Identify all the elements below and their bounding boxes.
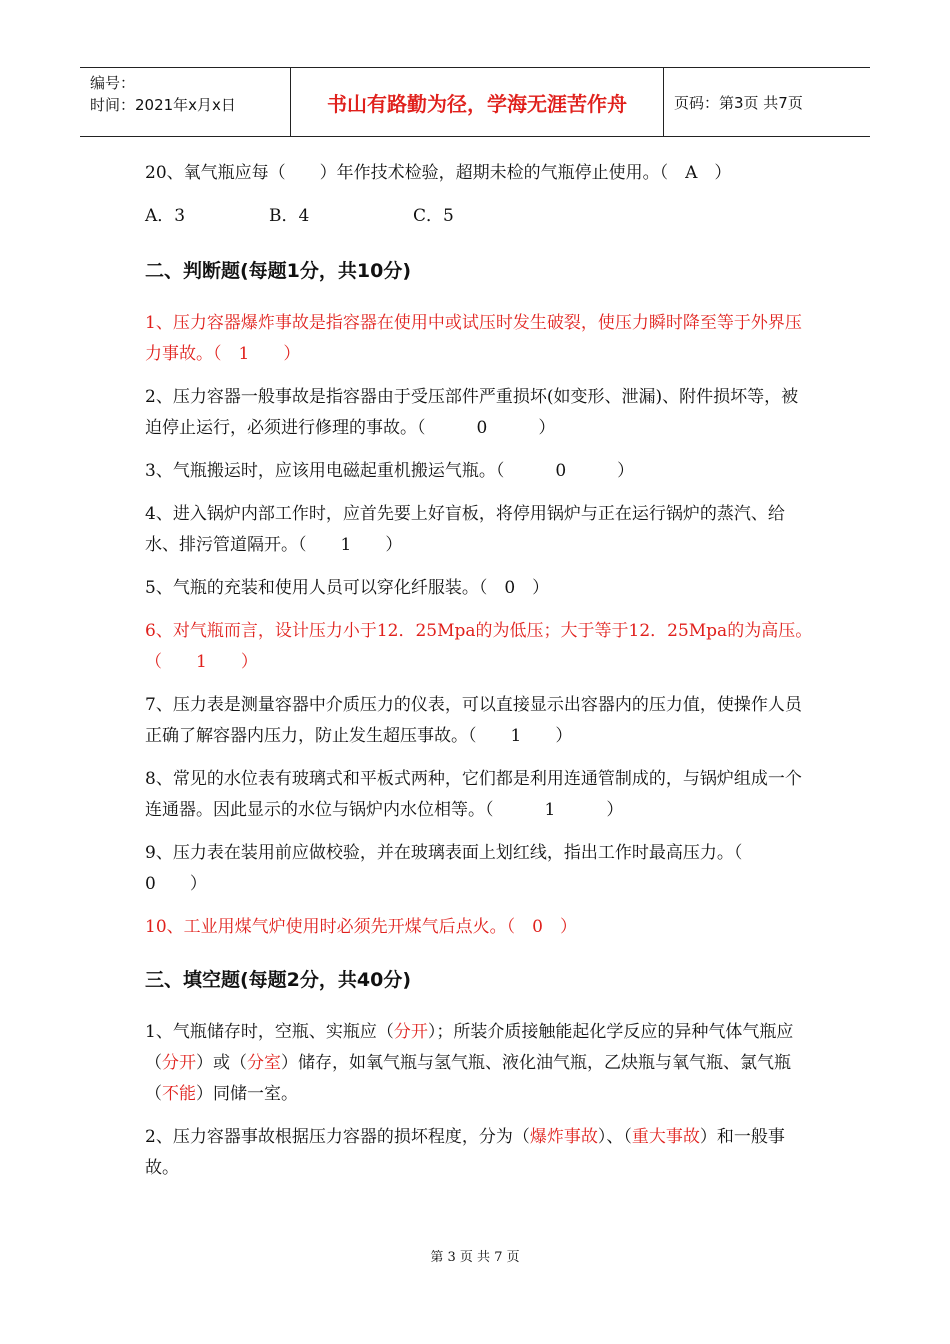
fill-1-answer-3: 分室 xyxy=(247,1053,281,1073)
fill-1-answer-2: 分开 xyxy=(162,1053,196,1073)
fill-2-text-1: 2、压力容器事故根据压力容器的损坏程度，分为（ xyxy=(145,1127,530,1147)
judge-item-3: 3、气瓶搬运时，应该用电磁起重机搬运气瓶。（ 0 ） xyxy=(145,461,635,481)
fill-1-text-2: ）；所装介质接触能起化学反应的异种气体气瓶应（ xyxy=(145,1022,794,1073)
fill-1-text-1: 1、气瓶储存时，空瓶、实瓶应（ xyxy=(145,1022,394,1042)
judge-item-4: 4、进入锅炉内部工作时，应首先要上好盲板，将停用锅炉与正在运行锅炉的蒸汽、给水、排污管道隔开。（ 1 ） xyxy=(145,504,785,555)
page-footer: 第 3 页 共 7 页 xyxy=(430,1250,520,1265)
judge-item-6: 6、对气瓶而言，设计压力小于12．25Mpa的为低压；大于等于12．25Mpa的为高压。（ 1 ） xyxy=(145,621,813,672)
question-20-options xyxy=(145,201,815,232)
fill-2-text-2: ）、（ xyxy=(597,1127,632,1147)
section-2-title: 二、判断题(每题1分，共10分) xyxy=(145,260,412,282)
fill-1-answer-1: 分开 xyxy=(393,1022,428,1042)
document-body xyxy=(145,158,815,1196)
header-page-label: 页码：第3页 共7页 xyxy=(674,93,803,112)
judge-item-7: 7、压力表是测量容器中介质压力的仪表，可以直接显示出容器内的压力值，使操作人员正确了解容器内压力，防止发生超压事故。（ 1 ） xyxy=(145,695,802,746)
question-20: 20、氧气瓶应每（ ）年作技术检验，超期未检的气瓶停止使用。（ A ） xyxy=(145,163,732,183)
judge-item-5: 5、气瓶的充装和使用人员可以穿化纤服装。（ 0 ） xyxy=(145,578,550,598)
number-label: 编号： xyxy=(90,74,136,92)
option-c: C．5 xyxy=(413,206,454,226)
fill-1-answer-4: 不能 xyxy=(162,1084,196,1104)
header-motto: 书山有路勤为径，学海无涯苦作舟 xyxy=(291,68,664,136)
section-3-title: 三、填空题(每题2分，共40分) xyxy=(145,969,412,991)
option-b: B．4 xyxy=(269,206,310,226)
fill-item-2 xyxy=(145,1122,815,1184)
fill-2-answer-2: 重大事故 xyxy=(631,1127,700,1147)
fill-2-text-3: ）和一般事故。 xyxy=(145,1127,785,1178)
judge-item-1: 1、压力容器爆炸事故是指容器在使用中或试压时发生破裂，使压力瞬时降至等于外界压力事故。（ 1 ） xyxy=(145,313,802,364)
time-label: 时间：2021年x月x日 xyxy=(90,96,236,114)
header-meta xyxy=(80,68,291,136)
judge-item-9: 9、压力表在装用前应做校验，并在玻璃表面上划红线，指出工作时最高压力。（ 0 ） xyxy=(145,843,777,894)
fill-1-text-3: ）或（ xyxy=(196,1053,247,1073)
option-a: A．3 xyxy=(145,206,186,226)
fill-1-text-4: ）储存，如氧气瓶与氢气瓶、液化油气瓶，乙炔瓶与氧气瓶、氯气瓶（ xyxy=(145,1053,791,1104)
page-header xyxy=(80,67,870,137)
fill-1-text-5: ）同储一室。 xyxy=(196,1084,298,1104)
judge-item-2: 2、压力容器一般事故是指容器由于受压部件严重损坏(如变形、泄漏)、附件损坏等，被迫停止运行，必须进行修理的事故。（ 0 ） xyxy=(145,387,799,438)
judge-item-8: 8、常见的水位表有玻璃式和平板式两种，它们都是利用连通管制成的，与锅炉组成一个连通器。因此显示的水位与锅炉内水位相等。（ 1 ） xyxy=(145,769,802,820)
judge-item-10: 10、工业用煤气炉使用时必须先开煤气后点火。（ 0 ） xyxy=(145,917,577,937)
fill-item-1 xyxy=(145,1017,815,1110)
fill-2-answer-1: 爆炸事故 xyxy=(529,1127,598,1147)
